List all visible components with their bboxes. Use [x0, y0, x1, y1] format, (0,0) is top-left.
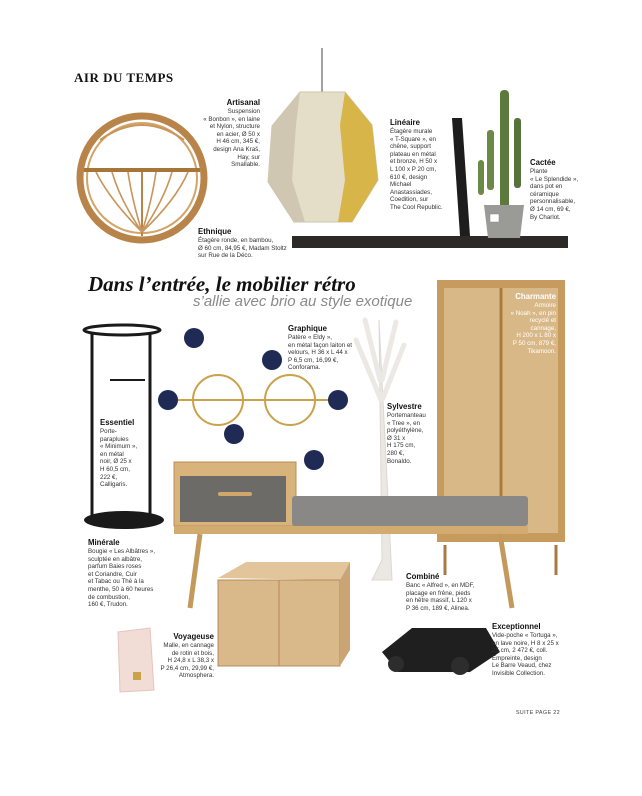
caption-text: Vide-poche « Tortuga », en lave noire, H 8 x 25 x 25 cm, 2 472 €, coll. Empreinte, design Le Barre Veaud, chez Invisible Collection. [492, 632, 559, 677]
caption-exceptionnel [492, 622, 584, 678]
caption-ethnique [198, 227, 308, 260]
section-rubric: AIR DU TEMPS [74, 70, 174, 85]
caption-title: Charmante [515, 292, 556, 301]
round-bamboo-shelf-image [80, 116, 204, 240]
caption-text: Plante « Le Splendide », dans pot en céramique personnalisable, Ø 14 cm, 69 €, By Charlot. [530, 168, 579, 221]
caption-title: Ethnique [198, 227, 232, 236]
caption-text: Bougie « Les Albâtres », sculptée en albâtre, parfum Baies roses et Coriandre, Cuir et Tabac ou Thé à la menthe, 50 à 60 heures de combustion, 160 €, Trudon. [88, 548, 156, 609]
caption-text: Malle, en cannage de rotin et bois, H 24,8 x L 38,3 x P 26,4 cm, 29,99 €, Atmosphera. [160, 642, 214, 680]
caption-voyageuse [142, 632, 214, 680]
caption-title: Sylvestre [387, 402, 422, 411]
caption-text: Armoire « Noah », en pin recyclé et cannage, H 200 x L 80 x P 50 cm, 879 €, Tikamoon. [510, 302, 556, 355]
caption-text: Portemanteau « Tree », en polyéthylène, Ø 31 x H 175 cm, 280 €, Bonaldo. [387, 412, 426, 465]
lava-tray-image [382, 628, 500, 675]
caption-text: Étagère murale « T-Square », en chêne, support plateau en métal et bronze, H 50 x L 100 x P 20 cm, 610 €, design Michael Anastassiades, Coedition, sur The Cool Republic. [390, 128, 443, 211]
caption-title: Graphique [288, 324, 327, 333]
caption-sylvestre [387, 402, 439, 465]
caption-title: Cactée [530, 158, 556, 167]
caption-text: Porte- parapluies « Minimum », en métal noir, Ø 25 x H 60,5 cm, 222 €, Calligaris. [100, 428, 138, 489]
cactus-plant-image [478, 90, 524, 238]
caption-text: Suspension « Bonbon », en laine et Nylon, structure en acier, Ø 50 x H 46 cm, 345 €, design Ana Kraš, Hay, sur Smallable. [203, 108, 260, 169]
page-footer-note: SUITE PAGE 22 [515, 710, 560, 716]
caption-combine [406, 572, 496, 612]
caption-essentiel [100, 418, 152, 489]
caption-lineaire [390, 118, 460, 212]
caption-title: Essentiel [100, 418, 135, 427]
caption-title: Linéaire [390, 118, 420, 127]
caption-charmante [500, 292, 556, 355]
page-subheadline: s’allie avec brio au style exotique [193, 293, 413, 310]
caption-text: Étagère ronde, en bambou, Ø 60 cm, 84,95 €, Madam Stoltz sur Rue de la Déco. [198, 237, 287, 260]
page-headline: Dans l’entrée, le mobilier rétro [88, 272, 356, 296]
caption-graphique [288, 324, 364, 372]
caption-title: Voyageuse [173, 632, 214, 641]
caption-minerale [88, 538, 174, 609]
rattan-trunk-image [218, 562, 350, 666]
caption-artisanal [190, 98, 260, 169]
caption-title: Minérale [88, 538, 120, 547]
caption-title: Exceptionnel [492, 622, 541, 631]
pendant-lamp-image [268, 48, 378, 222]
caption-text: Patère « Eldy », en métal façon laiton et velours, H 36 x L 44 x P 6,5 cm, 16,99 €, Conforama. [288, 334, 352, 372]
caption-text: Banc « Alfred », en MDF, placage en frêne, pieds en hêtre massif, L 120 x P 36 cm, 189 €, Alinea. [406, 582, 475, 612]
caption-title: Artisanal [226, 98, 260, 107]
caption-title: Combiné [406, 572, 440, 581]
caption-cactee [530, 158, 592, 221]
